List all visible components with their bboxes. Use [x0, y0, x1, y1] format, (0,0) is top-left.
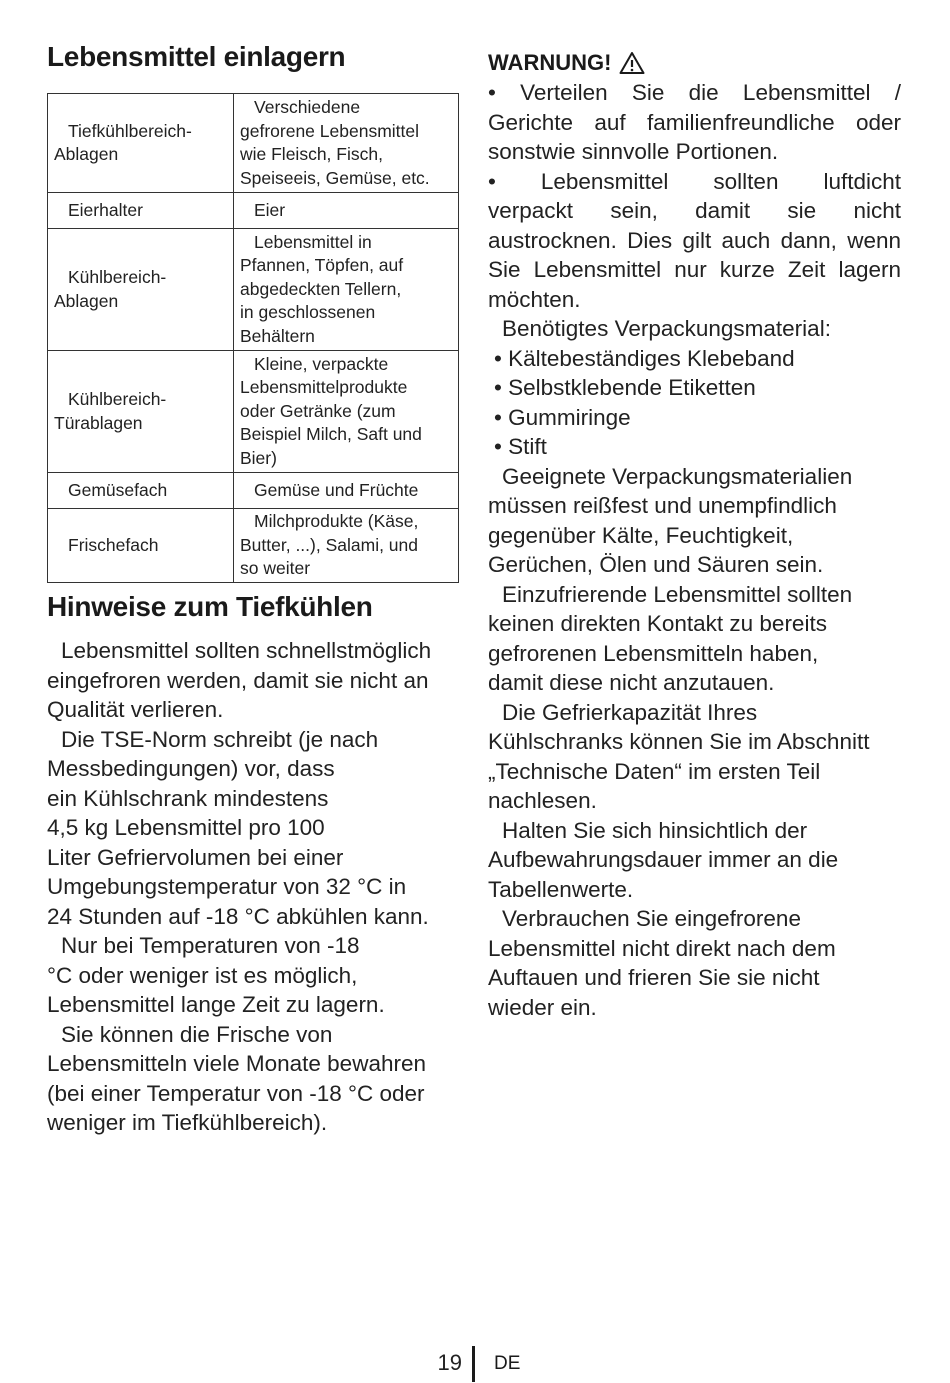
cell-line: Pfannen, Töpfen, auf — [240, 255, 404, 276]
cell-line: Kleine, verpackte — [254, 353, 389, 374]
text-line: 24 Stunden auf -18 °C abkühlen kann. — [47, 903, 429, 929]
freezing-tips-text — [47, 636, 459, 1138]
storage-table — [47, 93, 459, 583]
storage-area-cell — [48, 193, 234, 229]
text-line: Lebensmitteln viele Monate bewahren — [47, 1051, 426, 1076]
cell-line: Behältern — [240, 325, 315, 346]
table-row — [48, 351, 459, 473]
cell-line: Ablagen — [54, 144, 119, 164]
page-footer — [0, 1346, 950, 1382]
text-line: Kühlschranks können Sie im Abschnitt — [488, 729, 870, 754]
cell-line: Kühlbereich- — [68, 267, 167, 287]
list-item: • Kältebeständiges Klebeband — [494, 345, 795, 371]
text-line: Lebensmittel lange Zeit zu lagern. — [47, 992, 385, 1017]
warning-heading — [488, 48, 901, 78]
cell-line: Frischefach — [68, 534, 159, 555]
storage-area-cell — [48, 229, 234, 351]
warning-triangle-icon — [619, 51, 645, 75]
cell-line: Lebensmittelprodukte — [240, 377, 408, 398]
cell-line: Lebensmittel in — [254, 231, 372, 252]
text-line: eingefroren werden, damit sie nicht an — [47, 667, 429, 693]
cell-line: Ablagen — [54, 290, 119, 311]
storage-content-cell — [234, 193, 459, 229]
text-line: Lebensmittel sollten schnellstmöglich — [61, 638, 432, 663]
text-line: wieder ein. — [488, 994, 597, 1020]
packaging-intro: Benötigtes Verpackungsmaterial: — [502, 316, 831, 341]
text-line: sonstwie sinnvolle Portionen. — [488, 139, 779, 164]
text-line: • Verteilen Sie die Lebensmittel / — [488, 80, 901, 105]
table-row — [48, 509, 459, 583]
text-line: damit diese nicht anzutauen. — [488, 670, 775, 695]
storage-content-cell — [234, 229, 459, 351]
cell-line: Gemüse und Früchte — [254, 479, 419, 500]
footer-separator — [472, 1346, 475, 1382]
storage-area-cell — [48, 473, 234, 509]
storage-area-cell — [48, 509, 234, 583]
text-line: möchten. — [488, 286, 581, 312]
list-item: • Selbstklebende Etiketten — [494, 375, 756, 400]
text-line: Messbedingungen) vor, dass — [47, 756, 335, 781]
storage-area-cell — [48, 94, 234, 193]
heading-food-storage: Lebensmittel einlagern — [47, 41, 346, 72]
cell-line: Verschiedene — [254, 97, 361, 117]
text-line: gegenüber Kälte, Feuchtigkeit, — [488, 522, 794, 548]
cell-line: Butter, ...), Salami, und — [240, 534, 418, 555]
cell-line: oder Getränke (zum — [240, 400, 396, 421]
table-row — [48, 193, 459, 229]
cell-line: Türablagen — [54, 412, 143, 433]
text-line: nachlesen. — [488, 788, 597, 813]
list-item: • Stift — [494, 434, 547, 459]
cell-line: Speiseeis, Gemüse, etc. — [240, 167, 430, 188]
text-line: Aufbewahrungsdauer immer an die — [488, 847, 839, 872]
cell-line: Gemüsefach — [68, 479, 168, 500]
text-line: Liter Gefriervolumen bei einer — [47, 844, 344, 870]
text-line: „Technische Daten“ im ersten Teil — [488, 758, 821, 784]
text-line: Halten Sie sich hinsichtlich der — [502, 817, 808, 843]
heading-freezing-tips: Hinweise zum Tiefkühlen — [47, 591, 373, 622]
storage-content-cell — [234, 351, 459, 473]
text-line: ein Kühlschrank mindestens — [47, 785, 329, 811]
text-line: Geeignete Verpackungsmaterialien — [502, 463, 853, 489]
text-line: °C oder weniger ist es möglich, — [47, 962, 358, 988]
text-line: Lebensmittel nicht direkt nach dem — [488, 935, 836, 961]
cell-line: Bier) — [240, 447, 277, 468]
text-line: • Lebensmittel sollten luftdicht — [488, 168, 901, 194]
text-line: keinen direkten Kontakt zu bereits — [488, 611, 827, 636]
text-line: (bei einer Temperatur von -18 °C oder — [47, 1080, 425, 1106]
packaging-list — [488, 344, 901, 462]
cell-line: Tiefkühlbereich- — [68, 120, 192, 141]
storage-content-cell — [234, 473, 459, 509]
text-line: Gerüchen, Ölen und Säuren sein. — [488, 552, 824, 577]
text-line: verpackt sein, damit sie nicht — [488, 198, 901, 223]
text-line: Auftauen und frieren Sie sie nicht — [488, 965, 820, 990]
cell-line: wie Fleisch, Fisch, — [240, 144, 383, 164]
text-line: gefrorenen Lebensmitteln haben, — [488, 640, 819, 666]
text-line: müssen reißfest und unempfindlich — [488, 493, 837, 518]
text-line: Sie können die Frische von — [61, 1021, 333, 1047]
cell-line: so weiter — [240, 558, 311, 579]
text-line: weniger im Tiefkühlbereich). — [47, 1110, 328, 1135]
cell-line: Beispiel Milch, Saft und — [240, 424, 422, 445]
text-line: 4,5 kg Lebensmittel pro 100 — [47, 815, 325, 840]
cell-line: Eier — [254, 199, 286, 220]
table-row — [48, 229, 459, 351]
text-line: Qualität verlieren. — [47, 697, 224, 722]
cell-line: in geschlossenen — [240, 302, 376, 323]
storage-content-cell — [234, 94, 459, 193]
text-line: austrocknen. Dies gilt auch dann, wenn — [488, 227, 901, 253]
list-item: • Gummiringe — [494, 404, 631, 430]
table-row — [48, 94, 459, 193]
warning-label: WARNUNG! — [488, 50, 612, 75]
warning-bullets — [488, 78, 901, 314]
cell-line: Kühlbereich- — [68, 389, 167, 409]
storage-content-cell — [234, 509, 459, 583]
text-line: Nur bei Temperaturen von -18 — [61, 933, 360, 958]
text-line: Die Gefrierkapazität Ihres — [502, 699, 758, 725]
text-line: Sie Lebensmittel nur kurze Zeit lagern — [488, 257, 901, 282]
table-row — [48, 473, 459, 509]
text-line: Umgebungstemperatur von 32 °C in — [47, 874, 407, 899]
text-line: Die TSE-Norm schreibt (je nach — [61, 726, 379, 752]
cell-line: Milchprodukte (Käse, — [254, 511, 419, 532]
storage-area-cell — [48, 351, 234, 473]
text-line: Tabellenwerte. — [488, 876, 634, 902]
right-paragraphs — [488, 462, 901, 1023]
warning-section — [488, 48, 901, 1022]
page-number: 19 — [437, 1350, 462, 1375]
text-line: Gerichte auf familienfreundliche oder — [488, 109, 901, 135]
language-code: DE — [494, 1353, 521, 1374]
cell-line: gefrorene Lebensmittel — [240, 120, 419, 141]
cell-line: abgedeckten Tellern, — [240, 278, 402, 299]
text-line: Einzufrierende Lebensmittel sollten — [502, 581, 853, 607]
cell-line: Eierhalter — [68, 199, 143, 220]
text-line: Verbrauchen Sie eingefrorene — [502, 906, 801, 931]
